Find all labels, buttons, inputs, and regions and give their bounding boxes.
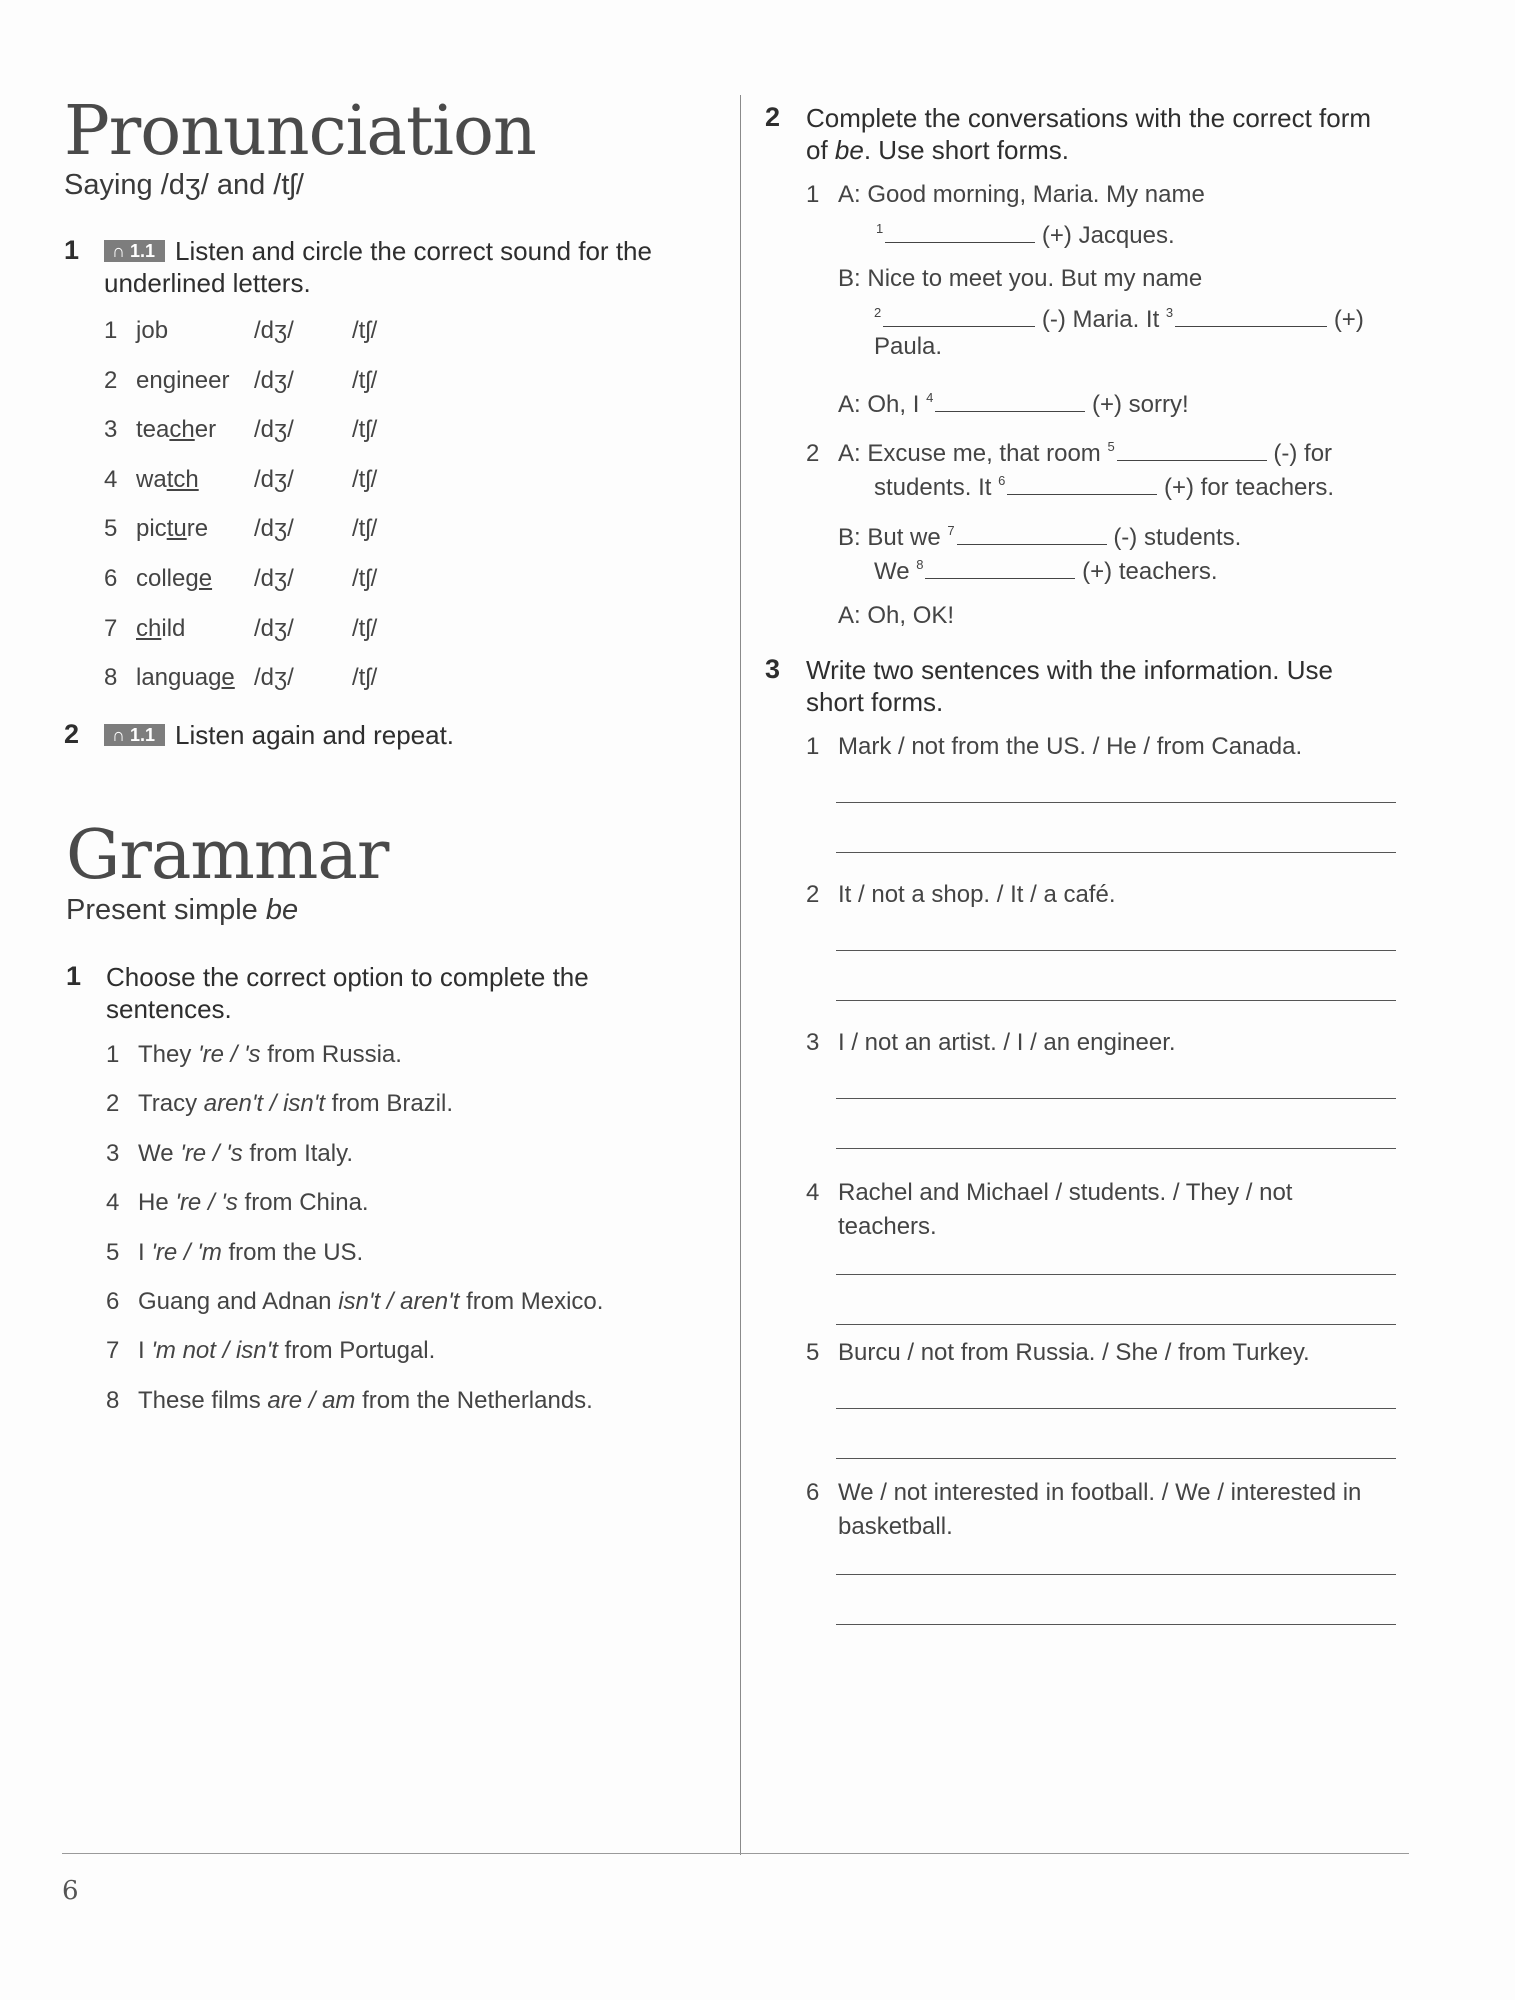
option-choice[interactable]: 'm not / isn't [151, 1337, 278, 1365]
option-choice[interactable]: 're / 'm [151, 1238, 222, 1266]
gap-3-blank[interactable] [1175, 309, 1327, 327]
pron-ex2-text: Listen again and repeat. [175, 720, 455, 750]
gram-ex2-instr-a: Complete the conversations with the correct form of [806, 103, 1372, 165]
item-prompt: It / not a shop. / It / a café. [838, 881, 1116, 908]
item-prompt-cont: basketball. [838, 1513, 953, 1540]
word-part: tea [136, 416, 170, 444]
audio-track-badge[interactable]: ∩ 1.1 [104, 724, 165, 746]
conv2-line4 [874, 550, 1218, 587]
conv2-line2 [874, 466, 1334, 503]
sentence-end: from Portugal. [277, 1337, 436, 1365]
word-part: re [186, 515, 209, 543]
conv2-line1-pre: Excuse me, that room [867, 440, 1101, 467]
gram-ex3-item [806, 732, 1406, 762]
underlined-letters: g [162, 366, 177, 394]
gap-2-blank[interactable] [883, 309, 1035, 327]
sound-option-dj[interactable]: /dʒ/ [254, 317, 294, 344]
sound-option-tsh[interactable]: /tʃ/ [352, 614, 378, 642]
pron-word [136, 465, 199, 495]
word-part: pic [136, 515, 167, 543]
gram-ex3-item [806, 880, 1406, 910]
gram-ex3-item [806, 1478, 1406, 1508]
item-number: 5 [106, 1238, 120, 1266]
word-part: er [194, 416, 217, 444]
conv2-line4-pre: We [874, 558, 910, 585]
item-number: 2 [106, 1090, 120, 1118]
item-number: 5 [104, 515, 118, 543]
item-number: 7 [104, 614, 118, 642]
item-number: 1 [806, 733, 820, 760]
item-number: 8 [104, 664, 118, 692]
option-choice[interactable]: aren't / isn't [203, 1090, 325, 1118]
grammar-subtitle-text: Present simple [66, 894, 266, 926]
gap-5-blank[interactable] [1117, 443, 1267, 461]
pron-word [136, 366, 229, 396]
underlined-letters: ch [169, 416, 195, 444]
word-part: en [136, 366, 163, 394]
conv1-number: 1 [806, 181, 820, 208]
gram-ex1-item [106, 1089, 726, 1119]
answer-line[interactable] [836, 950, 1396, 951]
item-number: 8 [106, 1386, 120, 1414]
pron-item [104, 514, 424, 544]
audio-track-number: 1.1 [130, 725, 156, 745]
sentence-start: They [138, 1041, 199, 1068]
gram-ex2-instruction [806, 102, 1396, 166]
conv1-line6-pre: Oh, I [867, 391, 920, 418]
conv1-line3-text: Nice to meet you. But my name [867, 265, 1203, 292]
gram-ex3-item [806, 1338, 1406, 1368]
answer-line[interactable] [836, 1098, 1396, 1099]
conv2-line4-end: (+) teachers. [1082, 558, 1218, 585]
word-part: ild [161, 614, 186, 642]
answer-line[interactable] [836, 802, 1396, 803]
gram-ex1-item [106, 1238, 726, 1268]
item-number: 6 [106, 1288, 120, 1315]
conv1-line5: Paula. [874, 333, 943, 360]
sound-option-dj[interactable]: /dʒ/ [254, 565, 294, 592]
item-number: 5 [806, 1339, 820, 1366]
conv1-line2-text: (+) Jacques. [1041, 222, 1175, 249]
conv2-line1-end: (-) for [1273, 440, 1333, 467]
item-number: 3 [104, 416, 118, 444]
conv2-line2-end: (+) for teachers. [1163, 474, 1335, 501]
gap-7-number: 7 [947, 523, 955, 538]
gap-1-number: 1 [876, 221, 884, 236]
conv2-speaker-b: B: [838, 524, 861, 551]
underlined-letters: tu [166, 515, 187, 543]
conv1-line1 [806, 180, 1205, 210]
sound-option-dj[interactable]: /dʒ/ [254, 465, 294, 493]
word-part: wa [136, 465, 167, 493]
sentence-start: These films [138, 1386, 268, 1414]
pron-word [136, 415, 216, 445]
option-choice[interactable]: isn't / aren't [338, 1288, 460, 1315]
pron-ex1-text: Listen and circle the correct sound for the underlined letters. [104, 236, 652, 298]
conv1-speaker-b: B: [838, 265, 861, 292]
pron-ex1-number: 1 [64, 235, 80, 265]
pron-item [104, 366, 424, 396]
sentence-end: from Brazil. [325, 1090, 454, 1118]
gap-7-blank[interactable] [957, 527, 1107, 545]
sound-option-tsh[interactable]: /tʃ/ [352, 366, 378, 394]
gap-4-number: 4 [926, 390, 934, 405]
item-number: 7 [106, 1337, 120, 1365]
sentence-start: He [138, 1189, 176, 1217]
pron-item [104, 564, 424, 594]
gram-ex1-item [106, 1188, 726, 1218]
pron-word [136, 514, 208, 544]
sound-option-dj[interactable]: /dʒ/ [254, 614, 294, 642]
gram-ex1-item [106, 1386, 726, 1416]
pron-ex2-instruction [104, 719, 724, 751]
gap-2-number: 2 [874, 305, 882, 320]
conv1-line4-mid: (-) Maria. It [1041, 306, 1160, 333]
word-part: ob [141, 317, 169, 344]
pron-item [104, 415, 424, 445]
pron-word [136, 564, 212, 594]
sentence-end: from the Netherlands. [355, 1386, 593, 1414]
answer-line[interactable] [836, 1458, 1396, 1459]
sentence-end: from Italy. [242, 1139, 353, 1167]
gap-5-number: 5 [1107, 439, 1115, 454]
conv1-line3 [838, 264, 1202, 294]
item-prompt-cont: teachers. [838, 1213, 937, 1240]
gram-ex1-item [106, 1287, 726, 1317]
answer-line[interactable] [836, 1624, 1396, 1625]
pron-word [136, 614, 185, 644]
gram-ex1-item [106, 1040, 726, 1070]
conv1-line6 [838, 383, 1189, 420]
word-part: colle [136, 565, 186, 592]
gap-3-number: 3 [1165, 305, 1174, 320]
gram-ex3-instruction: Write two sentences with the information. Use short forms. [806, 655, 1333, 717]
pron-item [104, 614, 424, 644]
answer-line[interactable] [836, 1148, 1396, 1149]
conv2-line3-pre: But we [867, 524, 941, 551]
pron-item [104, 465, 424, 495]
conv2-line5-text: Oh, OK! [867, 602, 955, 629]
audio-track-badge[interactable]: ∩ 1.1 [104, 240, 165, 262]
gram-ex2-number: 2 [765, 102, 781, 132]
item-number: 6 [104, 565, 118, 592]
column-divider [740, 95, 741, 1855]
underlined-letters: tch [166, 465, 199, 493]
conv2-speaker-a: A: [838, 440, 861, 467]
pron-ex2-number: 2 [64, 719, 80, 749]
option-choice[interactable]: 're / 's [175, 1189, 238, 1217]
pron-word [136, 663, 235, 693]
sentence-start: I [138, 1337, 152, 1365]
gram-ex2-instr-b: . Use short forms. [863, 135, 1069, 165]
sound-option-dj[interactable]: /dʒ/ [254, 515, 294, 543]
item-prompt: Mark / not from the US. / He / from Canada. [838, 733, 1303, 760]
answer-line[interactable] [836, 1274, 1396, 1275]
conv2-line1 [806, 432, 1332, 469]
underlined-letters: ge [185, 565, 213, 592]
answer-line[interactable] [836, 1000, 1396, 1001]
conv1-speaker-a: A: [838, 181, 861, 208]
gap-1-blank[interactable] [885, 225, 1035, 243]
underlined-letters: j [136, 317, 142, 344]
conv1-line1-text: Good morning, Maria. My name [867, 181, 1205, 208]
conv1-line4-end: (+) [1333, 306, 1364, 333]
sentence-end: from Mexico. [459, 1288, 604, 1315]
conv1-line4 [874, 298, 1364, 335]
gram-ex1-item [106, 1139, 726, 1169]
item-prompt: Rachel and Michael / students. / They / not [838, 1179, 1293, 1206]
gap-8-blank[interactable] [925, 561, 1075, 579]
footer-rule [62, 1853, 1409, 1854]
item-number: 1 [104, 317, 118, 344]
item-number: 4 [106, 1189, 120, 1217]
sound-option-tsh[interactable]: /tʃ/ [352, 416, 378, 444]
item-prompt: I / not an artist. / I / an engineer. [838, 1029, 1176, 1056]
sentence-start: Tracy [138, 1090, 204, 1118]
pron-item [104, 316, 424, 346]
word-part: langua [136, 664, 209, 692]
sound-option-tsh[interactable]: /tʃ/ [352, 565, 378, 592]
sentence-start: I [138, 1238, 152, 1266]
sound-option-dj[interactable]: /dʒ/ [254, 366, 294, 394]
sentence-end: from China. [237, 1189, 369, 1217]
audio-track-number: 1.1 [130, 241, 156, 261]
gap-6-number: 6 [998, 473, 1006, 488]
page-number: 6 [62, 1876, 79, 1906]
sound-option-tsh[interactable]: /tʃ/ [352, 515, 378, 543]
sentence-start: We [138, 1139, 181, 1167]
grammar-subtitle [66, 893, 298, 928]
conv2-speaker-a2: A: [838, 602, 861, 629]
pronunciation-title: Pronunciation [64, 92, 536, 171]
conv2-line3 [838, 516, 1241, 553]
item-number: 3 [806, 1029, 820, 1056]
pron-word [136, 316, 168, 346]
conv2-line3-end: (-) students. [1113, 524, 1242, 551]
grammar-title: Grammar [66, 816, 389, 895]
underlined-letters: ch [136, 614, 162, 642]
gap-6-blank[interactable] [1007, 477, 1157, 495]
item-number: 1 [106, 1041, 120, 1068]
grammar-subtitle-italic: be [265, 894, 299, 926]
pronunciation-subtitle: Saying /dʒ/ and /tʃ/ [64, 169, 304, 201]
gram-ex3-item [806, 1178, 1406, 1208]
item-number: 4 [104, 465, 118, 493]
gram-ex3-item [806, 1028, 1406, 1058]
sentence-end: from the US. [221, 1238, 364, 1266]
conv1-line6-end: (+) sorry! [1091, 391, 1189, 418]
conv2-line2-pre: students. It [874, 474, 992, 501]
gap-4-blank[interactable] [935, 394, 1085, 412]
option-choice[interactable]: 're / 's [198, 1041, 261, 1068]
gram-ex1-item [106, 1336, 726, 1366]
pron-ex1-instruction [104, 235, 724, 299]
item-number: 2 [806, 881, 820, 908]
item-number: 6 [806, 1479, 820, 1506]
answer-line[interactable] [836, 1324, 1396, 1325]
sound-option-dj[interactable]: /dʒ/ [254, 416, 294, 444]
sound-option-tsh[interactable]: /tʃ/ [352, 317, 378, 344]
option-choice[interactable]: 're / 's [180, 1139, 243, 1167]
sentence-start: Guang and Adnan [138, 1288, 339, 1315]
sound-option-tsh[interactable]: /tʃ/ [352, 664, 378, 692]
answer-line[interactable] [836, 1408, 1396, 1409]
sound-option-tsh[interactable]: /tʃ/ [352, 465, 378, 493]
item-number: 4 [806, 1179, 820, 1206]
gap-8-number: 8 [916, 557, 924, 572]
answer-line[interactable] [836, 1574, 1396, 1575]
gram-ex3-number: 3 [765, 654, 781, 684]
conv1-speaker-a2: A: [838, 391, 861, 418]
item-prompt: Burcu / not from Russia. / She / from Turkey. [838, 1339, 1310, 1366]
gram-ex1-instruction: Choose the correct option to complete the sentences. [106, 962, 589, 1024]
sound-option-dj[interactable]: /dʒ/ [254, 664, 294, 692]
gram-ex2-instr-italic: be [834, 135, 864, 165]
option-choice[interactable]: are / am [267, 1386, 356, 1414]
item-number: 2 [104, 366, 118, 394]
conv2-line5 [838, 601, 954, 631]
gram-ex1-number: 1 [66, 961, 82, 991]
conv1-line2 [876, 214, 1175, 251]
pron-item [104, 663, 424, 693]
sentence-end: from Russia. [260, 1041, 402, 1068]
item-number: 3 [106, 1139, 120, 1167]
conv2-number: 2 [806, 440, 820, 467]
word-part: ineer [176, 366, 230, 394]
item-prompt: We / not interested in football. / We / interested in [838, 1479, 1362, 1506]
answer-line[interactable] [836, 852, 1396, 853]
underlined-letters: ge [208, 664, 235, 692]
